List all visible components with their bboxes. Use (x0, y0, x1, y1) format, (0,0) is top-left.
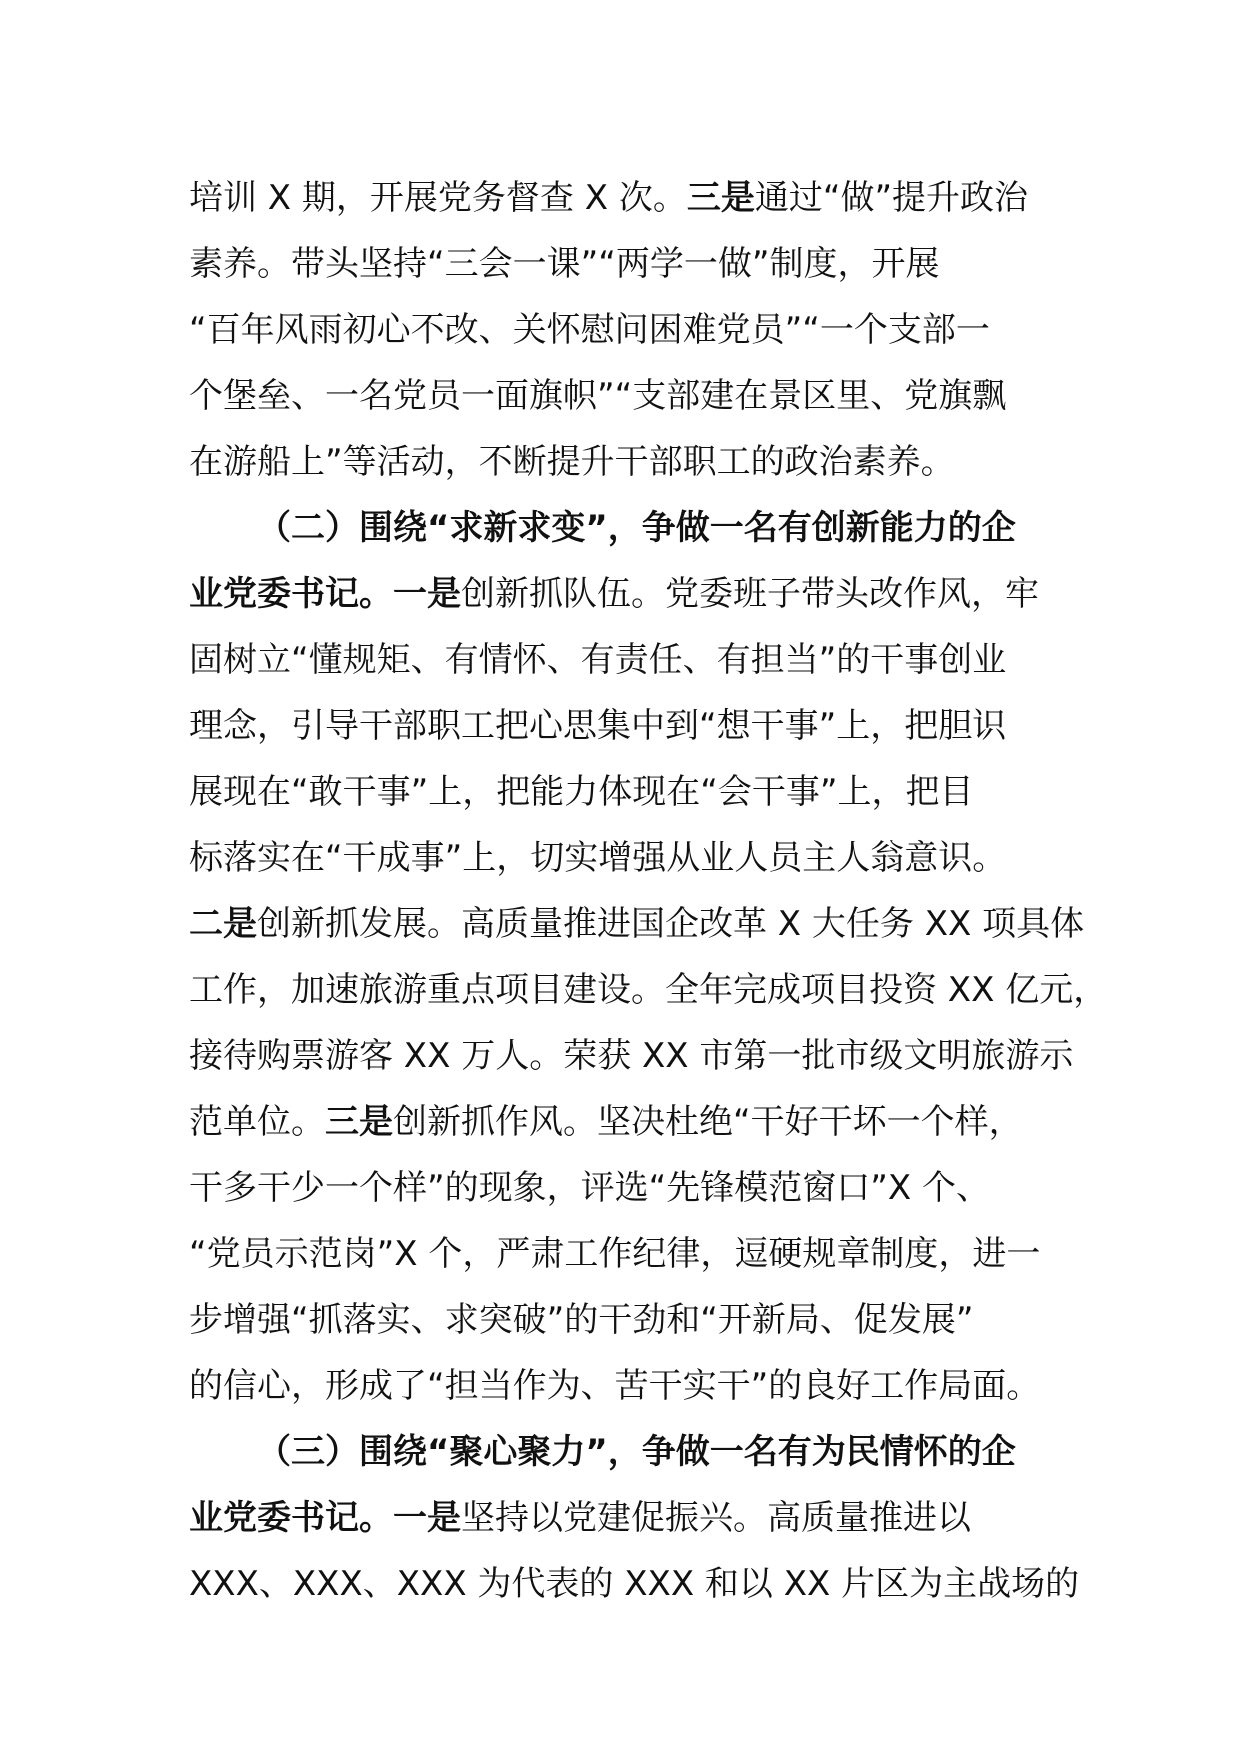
text-line (189, 1023, 1089, 1089)
text-run-bold: 业党委书记。 (189, 574, 393, 614)
text-run: 的信心，形成了“担当作为、苦干实干”的良好工作局面。 (189, 1366, 1041, 1406)
text-line (189, 1155, 1089, 1221)
text-line (189, 363, 1089, 429)
text-run: XXX、XXX、XXX 为代表的 XXX 和以 XX 片区为主战场的 (189, 1564, 1080, 1604)
text-run: 个堡垒、一名党员一面旗帜”“支部建在景区里、党旗飘 (189, 376, 1007, 416)
text-run: 工作，加速旅游重点项目建设。全年完成项目投资 XX 亿元， (189, 970, 1108, 1010)
text-run: 理念，引导干部职工把心思集中到“想干事”上，把胆识 (189, 706, 1007, 746)
text-line (189, 825, 1089, 891)
heading-text: （三）围绕“聚心聚力”，争做一名有为民情怀的企 (257, 1432, 1016, 1472)
text-run: 素养。带头坚持“三会一课”“两学一做”制度，开展 (189, 244, 940, 284)
text-run: 固树立“懂规矩、有情怀、有责任、有担当”的干事创业 (189, 640, 1007, 680)
text-line (189, 1287, 1089, 1353)
text-run: 创新抓队伍。党委班子带头改作风，牢 (461, 574, 1039, 614)
text-run-bold: 业党委书记。 (189, 1498, 393, 1538)
text-run: 创新抓作风。坚决杜绝“干好干坏一个样， (393, 1102, 1023, 1142)
text-run-bold: 三是 (686, 178, 755, 218)
body-text (189, 165, 1108, 1617)
text-run: 展现在“敢干事”上，把能力体现在“会干事”上，把目 (189, 772, 974, 812)
text-line (189, 561, 1089, 627)
section-heading-3 (189, 1419, 1089, 1485)
text-run-bold: 二是 (189, 904, 257, 944)
text-run: 坚持以党建促振兴。高质量推进以 (461, 1498, 971, 1538)
section-heading-2 (189, 495, 1089, 561)
text-run: “百年风雨初心不改、关怀慰问困难党员”“一个支部一 (189, 310, 990, 350)
text-run: 干多干少一个样”的现象，评选“先锋模范窗口”X 个、 (189, 1168, 990, 1208)
text-line (189, 759, 1089, 825)
text-line (189, 1221, 1089, 1287)
text-line (189, 165, 1089, 231)
heading-text: （二）围绕“求新求变”，争做一名有创新能力的企 (257, 508, 1016, 548)
text-run-bold: 一是 (393, 574, 461, 614)
text-line (189, 1353, 1089, 1419)
text-line (189, 231, 1089, 297)
text-run: 通过“做”提升政治 (754, 178, 1029, 218)
text-line (189, 1089, 1089, 1155)
text-run: 创新抓发展。高质量推进国企改革 X 大任务 XX 项具体 (257, 904, 1085, 944)
text-line (189, 891, 1089, 957)
text-line (189, 957, 1108, 1023)
text-run-bold: 一是 (393, 1498, 461, 1538)
text-line (189, 429, 1089, 495)
text-line (189, 1551, 1089, 1617)
text-line (189, 693, 1089, 759)
text-line (189, 297, 1089, 363)
text-run-bold: 三是 (325, 1102, 393, 1142)
text-run: 接待购票游客 XX 万人。荣获 XX 市第一批市级文明旅游示 (189, 1036, 1074, 1076)
text-line (189, 627, 1089, 693)
text-line (189, 1485, 1089, 1551)
text-run: “党员示范岗”X 个，严肃工作纪律，逗硬规章制度，进一 (189, 1234, 1041, 1274)
text-run: 步增强“抓落实、求突破”的干劲和“开新局、促发展” (189, 1300, 974, 1340)
text-run: 在游船上”等活动，不断提升干部职工的政治素养。 (189, 442, 955, 482)
text-run: 范单位。 (189, 1102, 325, 1142)
text-run: 培训 X 期，开展党务督查 X 次。 (189, 178, 687, 218)
text-run: 标落实在“干成事”上，切实增强从业人员主人翁意识。 (189, 838, 1007, 878)
